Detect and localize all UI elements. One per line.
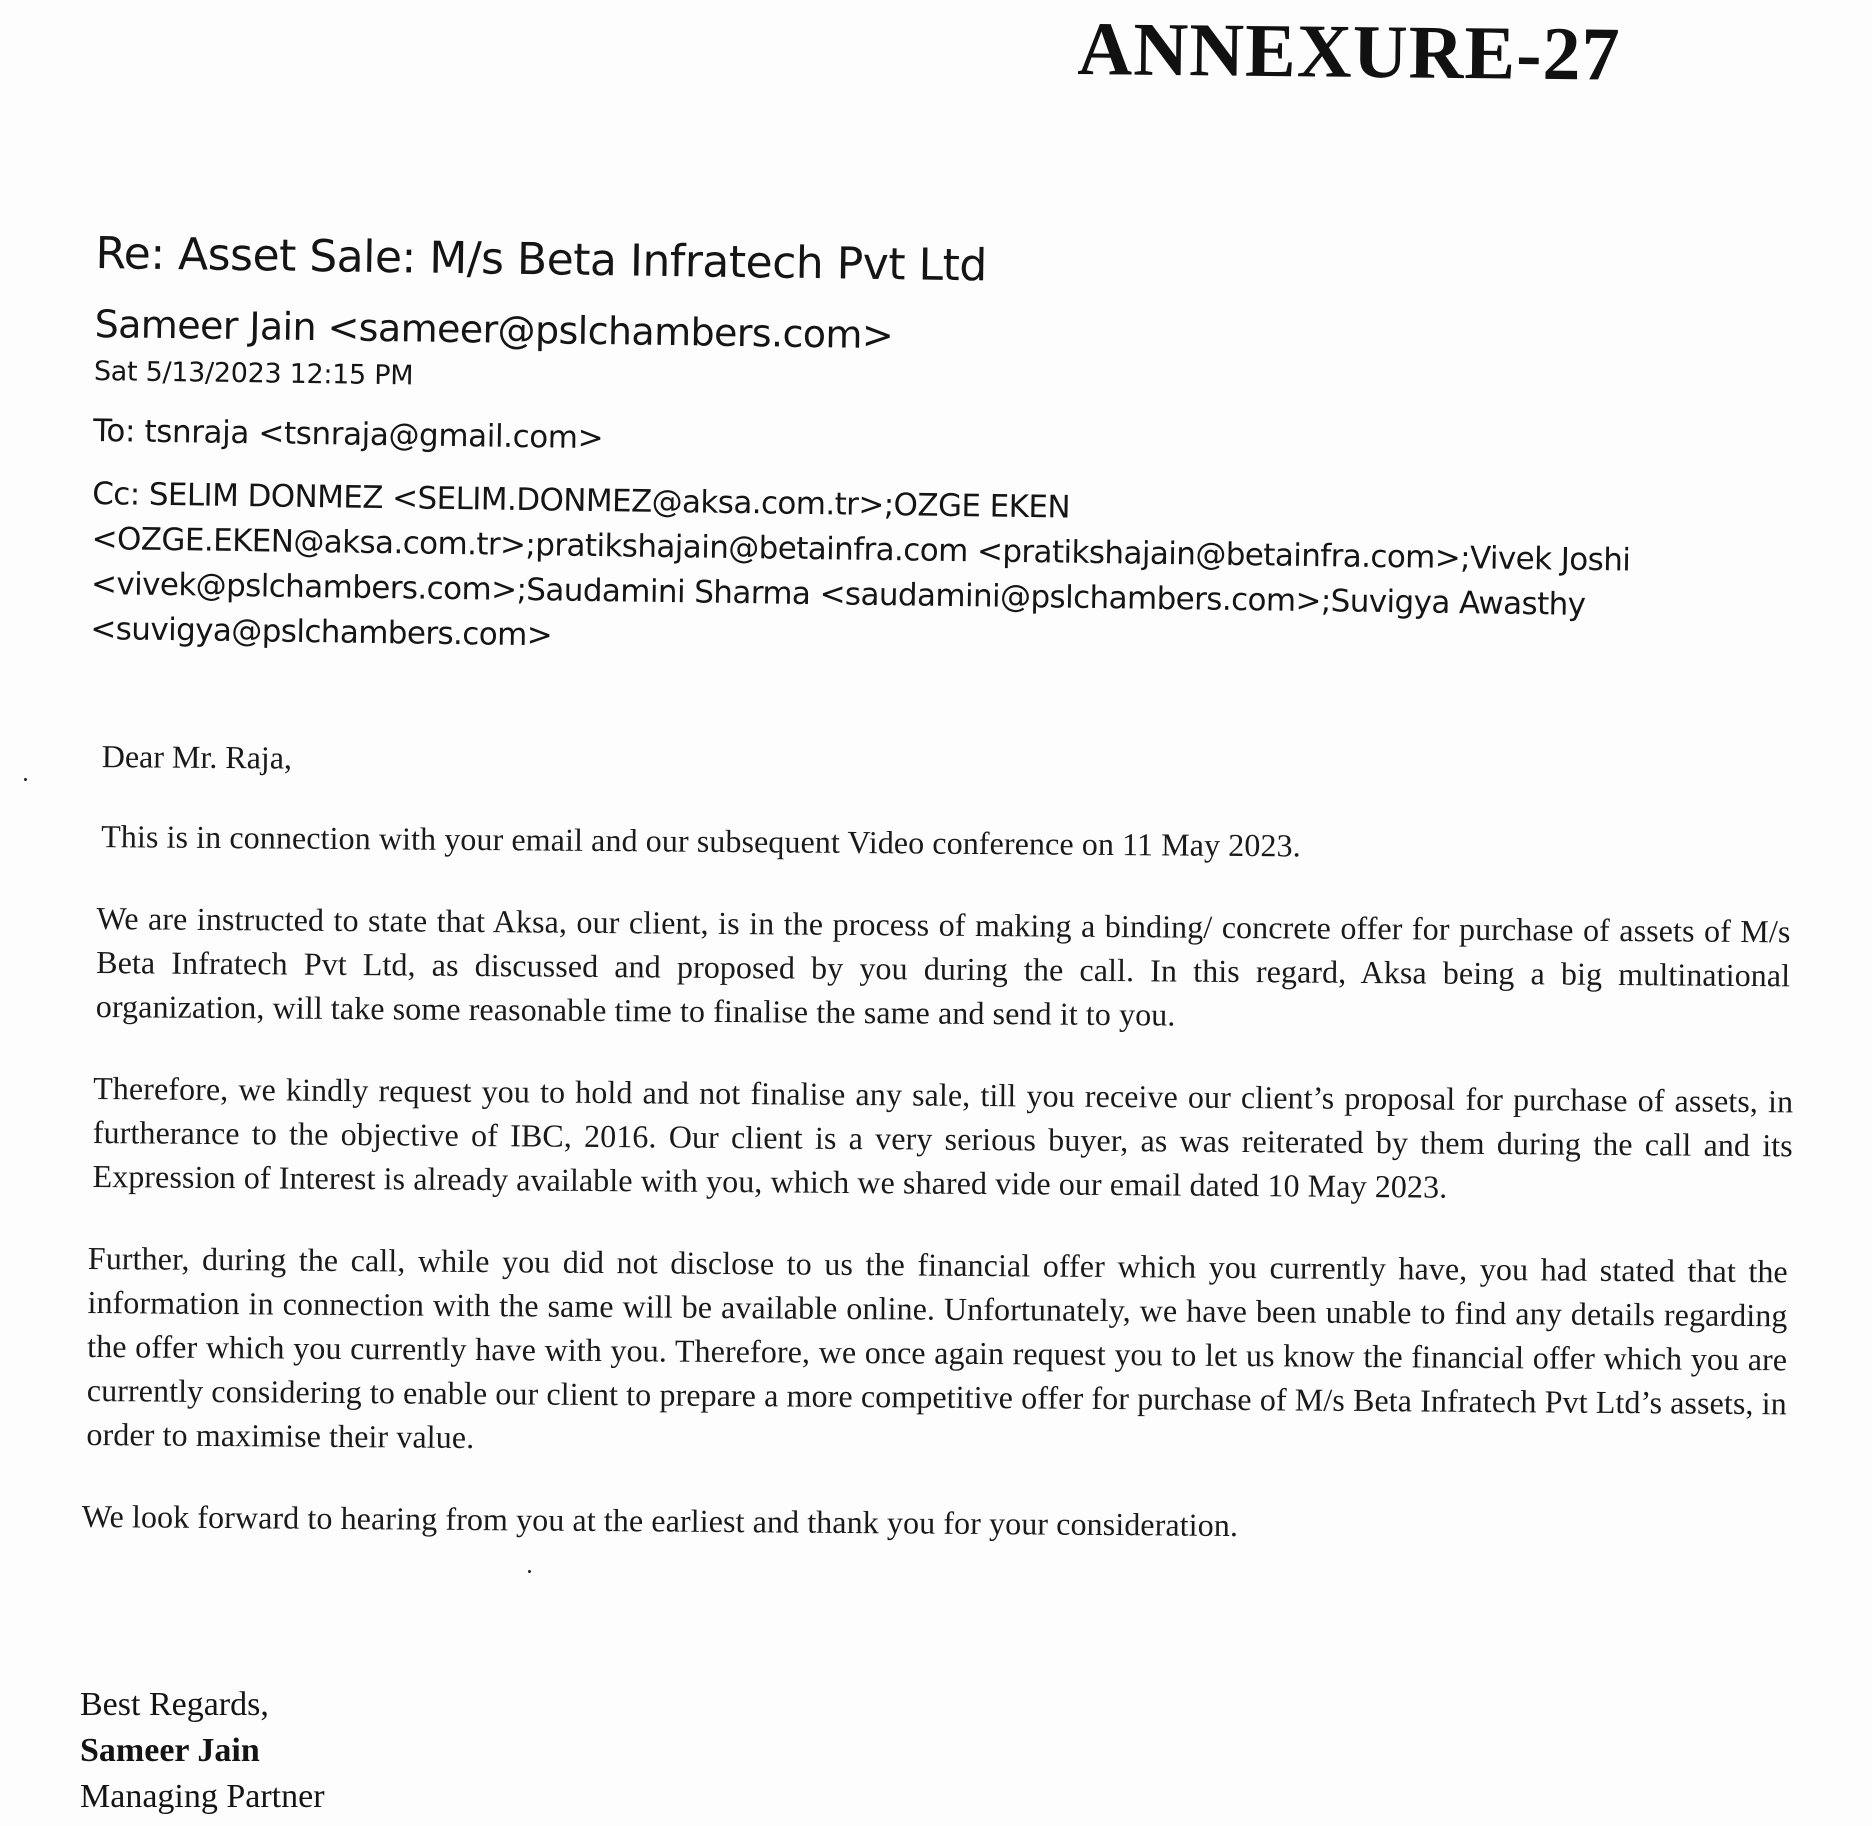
scan-speck [528, 1570, 531, 1573]
email-cc-line: Cc: SELIM DONMEZ <SELIM.DONMEZ@aksa.com.tr>;OZGE EKEN <OZGE.EKEN@aksa.com.tr>;pratikshajain@betainfra.com <pratikshajain@betainfra.com>;Vivek Joshi <vivek@pslchambers.com>;Saudamini Sharma <saudamini@pslchambers.com>;Suvigya Awasthy <suvigya@pslchambers.com> [90, 475, 1631, 654]
signature-block [80, 1682, 325, 1820]
email-to-line: To: tsnraja <tsnraja@gmail.com> [92, 412, 604, 457]
letter-paragraph: Therefore, we kindly request you to hold and not finalise any sale, till you receive our client’s proposal for purchase of assets, in furtherance to the objective of IBC, 2016. Our client is a very serious buyer, as was reiterated by them during the call and its Expression of Interest is already available with you, which we shared vide our email dated 10 May 2023. [92, 1070, 1794, 1205]
letter-paragraph: This is in connection with your email and our subsequent Video conference on 11 May 2023. [101, 818, 1301, 864]
letter-salutation: Dear Mr. Raja, [101, 738, 293, 776]
email-sender: Sameer Jain <sameer@pslchambers.com> [94, 301, 894, 358]
email-sent-date: Sat 5/13/2023 12:15 PM [93, 355, 414, 392]
letter-paragraph: We are instructed to state that Aksa, our client, is in the process of making a binding/ concrete offer for purchase of assets of M/s Beta Infratech Pvt Ltd, as discussed and proposed by you during the call. In this regard, Aksa being a big multinational organization, will take some reasonable time to finalise the same and send it to you. [95, 900, 1791, 1033]
annexure-label: ANNEXURE-27 [1077, 6, 1621, 97]
email-header [90, 226, 1716, 675]
email-subject: Re: Asset Sale: M/s Beta Infratech Pvt Ltd [95, 227, 988, 292]
letter-paragraph: Further, during the call, while you did not disclose to us the financial offer which you currently have, you had stated that the information in connection with the same will be available online. Unfortunately, we have been unable to find any details regarding the offer which you currently have with you. Therefore, we once again request you to let us know the financial offer which you are currently considering to enable our client to prepare a more competitive offer for purchase of M/s Beta Infratech Pvt Ltd’s assets, in order to maximise their value. [86, 1239, 1788, 1456]
letter-paragraph: We look forward to hearing from you at the earliest and thank you for your consideration. [81, 1497, 1239, 1544]
signature-title: Managing Partner [80, 1778, 325, 1815]
signature-closing: Best Regards, [80, 1686, 269, 1723]
signature-name: Sameer Jain [80, 1732, 260, 1769]
scan-speck [24, 778, 27, 781]
letter-body [81, 734, 1794, 1589]
